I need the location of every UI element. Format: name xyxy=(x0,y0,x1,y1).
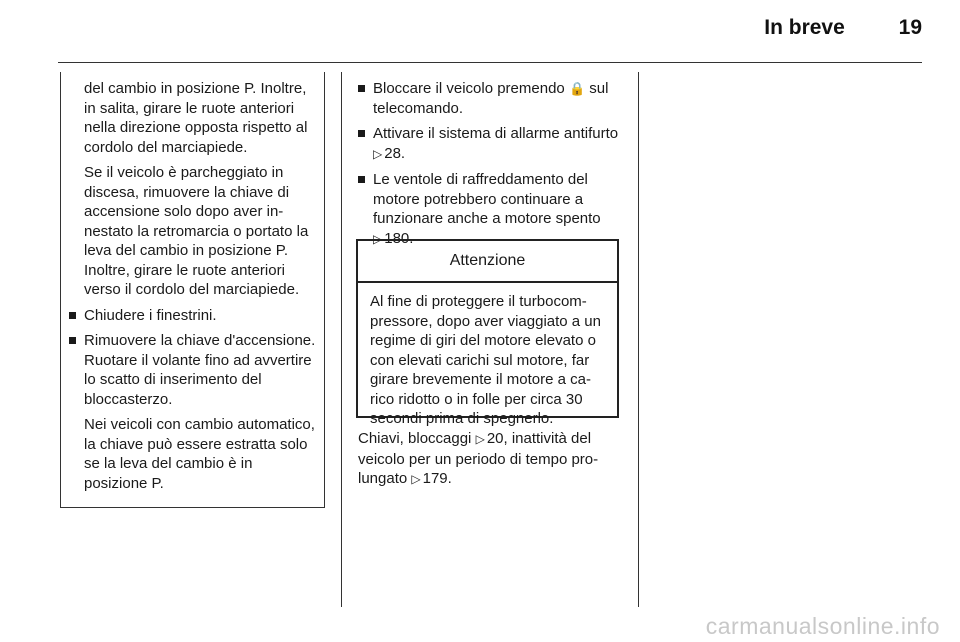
column-divider xyxy=(324,72,325,508)
middle-column xyxy=(357,79,623,249)
page-reference[interactable]: 20, inattività del veicolo per un periodo di tempo prolungato xyxy=(358,430,599,487)
page-reference[interactable]: 180. xyxy=(384,229,414,247)
reference-arrow-icon: ▷ xyxy=(373,146,383,161)
list-item xyxy=(68,306,318,326)
reference-arrow-icon: ▷ xyxy=(411,472,421,486)
bullet-icon xyxy=(358,85,365,92)
bullet-icon xyxy=(358,176,365,183)
paragraph: Nei veicoli con cambio automatico, la chiave può essere estratta solo se la leva del cambio è in posizione P. xyxy=(84,416,315,492)
list-item xyxy=(357,79,623,118)
list-item xyxy=(357,170,623,249)
page-header xyxy=(764,16,922,40)
warning-body: Al fine di proteggere il turbocompressore, dopo aver viaggiato a un regime di giri del motore elevato o con elevati carichi sul motore, far girare brevemente il motore a carico ridotto o in folle per circa 30 secondi prima di spegnerlo. xyxy=(370,293,601,427)
list-item-text: Attivare il sistema di allarme antifurto xyxy=(373,125,619,142)
bullet-icon xyxy=(69,312,76,319)
warning-box xyxy=(356,239,619,427)
lock-icon: 🔒 xyxy=(568,81,586,96)
list-item-text: Chiudere i finestrini. xyxy=(84,306,217,324)
list-item-text: Rimuovere la chiave d'accensione. Ruotare il volante fino ad avvertire lo scatto di inserimento del bloccasterzo. xyxy=(84,332,316,408)
column-divider xyxy=(638,72,639,607)
paragraph: del cambio in posizione P. Inoltre, in salita, girare le ruote anteriori nella direzione opposta rispetto al cordolo del marciapiede. xyxy=(84,80,308,156)
list-item-text: Bloccare il veicolo premendo xyxy=(373,80,565,97)
column-divider xyxy=(341,72,342,607)
column-divider xyxy=(60,72,61,508)
list-item xyxy=(68,331,318,409)
watermark-logo: carmanualsonline.info xyxy=(705,613,940,639)
reference-arrow-icon: ▷ xyxy=(373,231,383,246)
column-bottom-rule xyxy=(60,507,325,508)
header-rule xyxy=(58,62,922,63)
list-item-text: sul telecomando. xyxy=(373,80,609,117)
warning-title: Attenzione xyxy=(358,241,617,283)
page-reference[interactable]: 28. xyxy=(384,144,406,162)
cross-reference-paragraph xyxy=(358,429,624,490)
bullet-icon xyxy=(358,130,365,137)
page-reference[interactable]: 179. xyxy=(422,470,452,487)
bullet-icon xyxy=(69,337,76,344)
list-item-text: Le ventole di raffreddamento del motore potrebbero continuare a funzionare anche a motore spento xyxy=(373,171,601,227)
section-title: In breve xyxy=(764,16,845,39)
left-column xyxy=(68,79,318,493)
list-item xyxy=(357,124,623,164)
reference-arrow-icon: ▷ xyxy=(475,432,485,446)
paragraph-text: Chiavi, bloccaggi xyxy=(358,430,472,447)
page-number: 19 xyxy=(898,16,922,39)
paragraph: Se il veicolo è parcheggiato in discesa, rimuovere la chiave di accensione solo dopo aver innestato la retromarcia o portato la leva del cambio in posizione P. Inoltre, girare le ruote anteriori verso il cordolo del marciapiede. xyxy=(84,164,309,298)
